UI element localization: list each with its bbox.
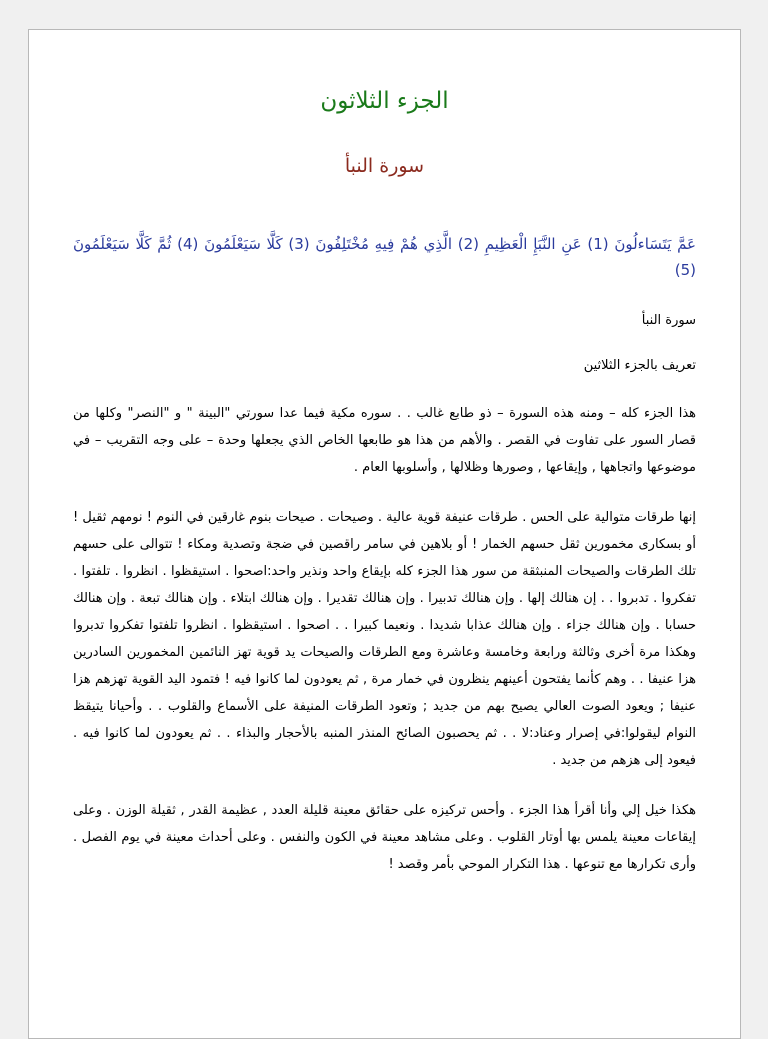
paragraph: إنها طرقات متوالية على الحس . طرقات عنيفة قوية عالية . وصيحات . صيحات بنوم غارقين في النوم ! نومهم ثقيل ! أو بسكارى مخمورين ثقل حسهم الخمار ! أو بلاهين في سامر راقصين في ضجة وتصدية ومكاء ! تتوالى على حسهم تلك الطرقات والصيحات المنبثقة من سور هذا الجزء كله بإيقاع واحد ونذير واحد:اصحوا . استيقظوا . انظروا . تلفتوا . تفكروا . تدبروا . . إن هنالك إلها . وإن هنالك تدبيرا . وإن هنالك تقديرا . وإن هنالك ابتلاء . وإن هنالك تبعة . وإن هنالك حسابا . وإن هنالك جزاء . وإن هنالك عذابا شديدا . ونعيما كبيرا . . اصحوا . استيقظوا . انظروا تلفتوا تفكروا تدبروا وهكذا مرة أخرى وثالثة ورابعة وخامسة وعاشرة ومع الطرقات والصيحات يد قوية تهز النائمين المخمورين السادرين هزا عنيفا . . وهم كأنما يفتحون أعينهم ينظرون في خمار مرة , ثم يعودون لما كانوا فيه ! فتمود اليد القوية تهزهم هزا عنيفا ; ويعود الصوت العالي يصيح بهم من جديد ; وتعود الطرقات المنيفة على الأسماع والقلوب . . وأحيانا يتيقظ النوام ليقولوا:في إصرار وعناد:لا . . ثم يحصبون الصائح المنذر المنبه بالأحجار والبذاء . . ثم يعودون لما كانوا فيه . فيعود إلى هزهم من جديد . [73, 510, 696, 768]
page-title: الجزء الثلاثون [320, 88, 449, 114]
quran-verses: عَمَّ يَتَسَاءلُونَ (1) عَنِ النَّبَإِ الْعَظِيمِ (2) الَّذِي هُمْ فِيهِ مُخْتَلِفُونَ (3) كَلَّا سَيَعْلَمُونَ (4) ثُمَّ كَلَّا سَيَعْلَمُونَ (5) [73, 235, 697, 279]
paragraph: هذا الجزء كله – ومنه هذه السورة – ذو طابع غالب . . سوره مكية فيما عدا سورتي "البينة " و "النصر" وكلها من قصار السور على تفاوت في القصر . والأهم من هذا هو طابعها الخاص الذي يجعلها وحدة – على وجه التقريب – في موضوعها واتجاهها , وإيقاعها , وصورها وظلالها , وأسلوبها العام . [73, 406, 696, 475]
sura-subtitle: سورة النبأ [344, 155, 425, 177]
page-content [73, 30, 696, 878]
document-page [28, 29, 741, 1039]
sura-name-label: سورة النبأ [641, 313, 696, 328]
paragraph: هكذا خيل إلي وأنا أقرأ هذا الجزء . وأحس تركيزه على حقائق معينة قليلة العدد , عظيمة القدر , ثقيلة الوزن . وعلى إيقاعات معينة يلمس بها أوتار القلوب . وعلى مشاهد معينة في الكون والنفس . وعلى أحداث معينة في يوم الفصل . وأرى تكرارها مع تنوعها . هذا التكرار الموحي بأمر وقصد ! [73, 803, 696, 872]
intro-heading: تعريف بالجزء الثلاثين [583, 358, 696, 373]
